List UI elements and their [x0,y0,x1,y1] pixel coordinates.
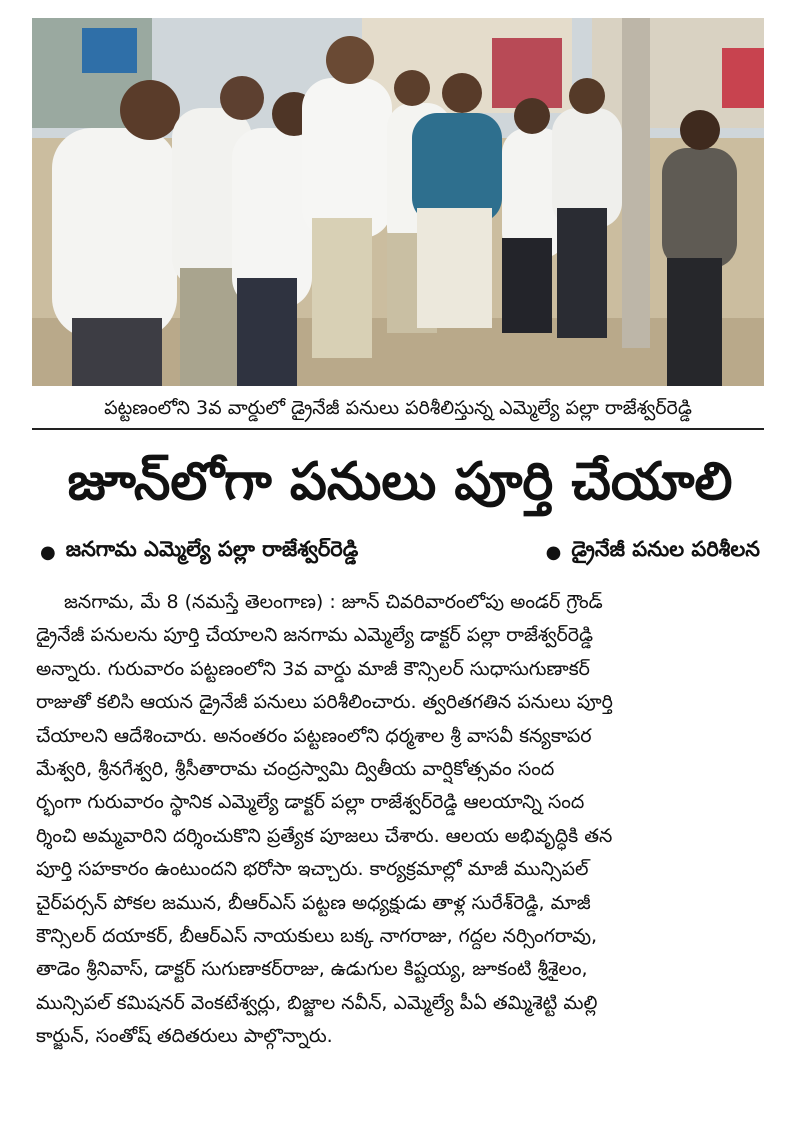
body-line: డ్రైనేజీ పనులను పూర్తి చేయాలని జనగామ ఎమ్మెల్యే డాక్టర్ పల్లా రాజేశ్వర్‌రెడ్డి [36,624,594,647]
article-body [36,586,766,1116]
photo-illustration [32,18,764,386]
body-line: మేశ్వరి, శ్రీనగేశ్వరి, శ్రీసీతారామ చంద్రస్వామి ద్వితీయ వార్షికోత్సవం సంద [36,757,555,780]
body-line: ర్భంగా గురువారం స్థానిక ఎమ్మెల్యే డాక్టర్ పల్లా రాజేశ్వర్‌రెడ్డి ఆలయాన్ని సంద [36,791,585,814]
body-line: తాడెం శ్రీనివాస్, డాక్టర్ సుగుణాకర్‌రాజు, ఉడుగుల కిష్టయ్య, జూకంటి శ్రీశైలం, [36,958,588,981]
body-line: కౌన్సిలర్ దయాకర్, బీఆర్‌ఎస్ నాయకులు బక్క నాగరాజు, గద్దల నర్సింగరావు, [36,924,598,947]
body-line: జనగామ, మే 8 (నమస్తే తెలంగాణ) : జూన్ చివరివారంలోపు అండర్ గ్రౌండ్ [64,591,603,613]
photo-caption: పట్టణంలోని 3వ వార్డులో డ్రైనేజీ పనులు పరిశీలిస్తున్న ఎమ్మెల్యే పల్లా రాజేశ్వర్‌రెడ్డి [32,388,764,430]
body-line: పూర్తి సహకారం ఉంటుందని భరోసా ఇచ్చారు. కార్యక్రమాల్లో మాజీ మున్సిపల్ [36,858,589,881]
subheads [40,532,760,572]
subhead-1-text: జనగామ ఎమ్మెల్యే పల్లా రాజేశ్వర్‌రెడ్డి [65,537,359,561]
subhead-2 [546,537,760,567]
headline: జూన్‌లోగా పనులు పూర్తి చేయాలి [67,452,733,512]
body-line: మున్సిపల్ కమిషనర్ వెంకటేశ్వర్లు, బిజ్జాల నవీన్, ఎమ్మెల్యే పీఏ తమ్మిశెట్టి మల్లి [36,991,598,1014]
body-line: చైర్‌పర్సన్ పోకల జమున, బీఆర్‌ఎస్ పట్టణ అధ్యక్షుడు తాళ్ల సురేశ్‌రెడ్డి, మాజీ [36,891,591,914]
body-line: కార్జున్, సంతోష్ తదితరులు పాల్గొన్నారు. [36,1025,333,1048]
body-line: ర్శించి అమ్మవారిని దర్శించుకొని ప్రత్యేక పూజలు చేశారు. ఆలయ అభివృద్ధికి తన [36,824,613,847]
bullet-icon: ● [40,541,56,563]
bullet-icon: ● [545,541,562,563]
subhead-2-text: డ్రైనేజీ పనుల పరిశీలన [571,537,760,561]
body-line: చేయాలని ఆదేశించారు. అనంతరం పట్టణంలోని ధర్మశాల శ్రీ వాసవీ కన్యకాపర [36,724,592,747]
subhead-1 [40,537,358,567]
news-photo [32,18,764,386]
body-line: అన్నారు. గురువారం పట్టణంలోని 3వ వార్డు మాజీ కౌన్సిలర్ సుధాసుగుణాకర్ [36,657,590,680]
body-line: రాజుతో కలిసి ఆయన డ్రైనేజీ పనులు పరిశీలించారు. త్వరితగతిన పనులు పూర్తి [36,691,613,714]
